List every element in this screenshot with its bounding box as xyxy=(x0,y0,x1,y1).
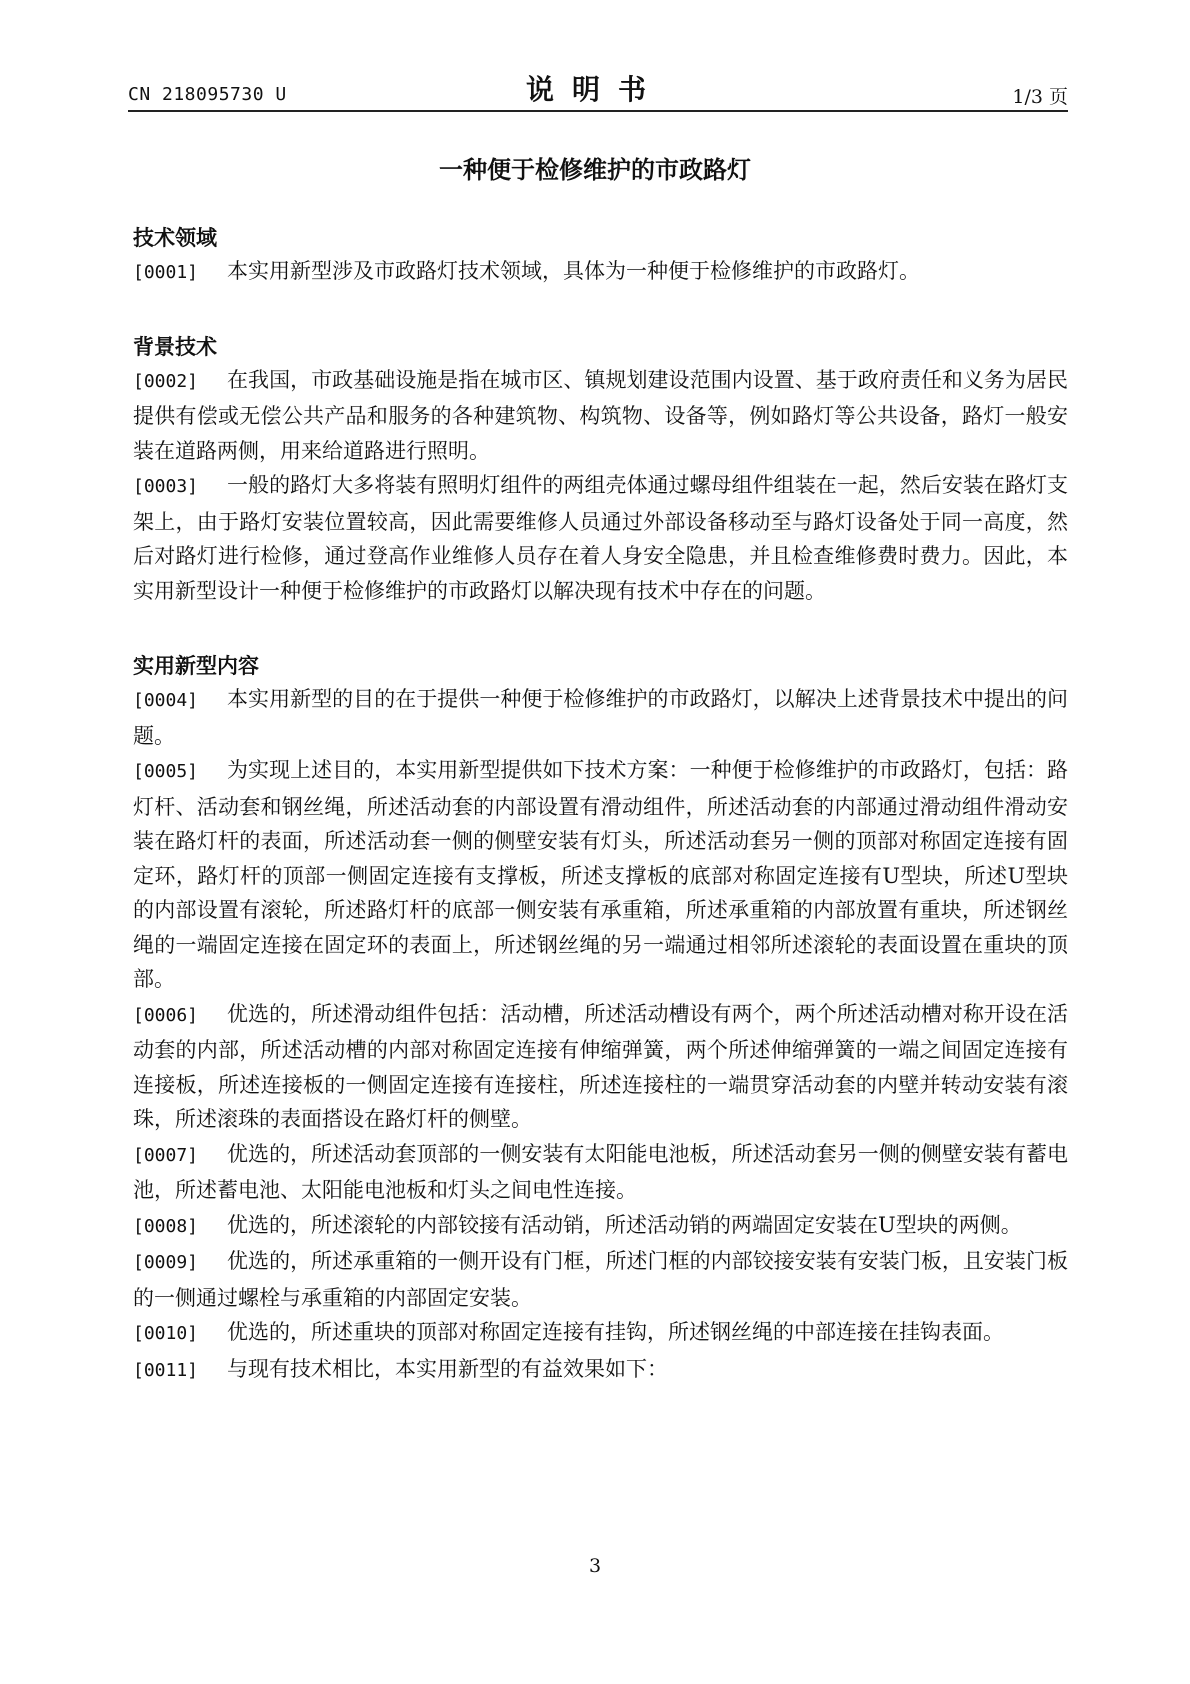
paragraph-text: 为实现上述目的，本实用新型提供如下技术方案：一种便于检修维护的市政路灯，包括：路灯杆、活动套和钢丝绳，所述活动套的内部设置有滑动组件，所述活动套的内部通过滑动组件滑动安装在路灯杆的表面，所述活动套一侧的侧壁安装有灯头，所述活动套另一侧的顶部对称固定连接有固定环，路灯杆的顶部一侧固定连接有支撑板，所述支撑板的底部对称固定连接有U型块，所述U型块的内部设置有滚轮，所述路灯杆的底部一侧安装有承重箱，所述承重箱的内部放置有重块，所述钢丝绳的一端固定连接在固定环的表面上，所述钢丝绳的另一端通过相邻所述滚轮的表面设置在重块的顶部。 xyxy=(133,758,1068,991)
paragraph xyxy=(133,997,1068,1137)
paragraph-number: [0002] xyxy=(133,370,199,392)
paragraph xyxy=(133,1137,1068,1208)
paragraph-number: [0003] xyxy=(133,476,199,497)
page-indicator: 1/3 页 xyxy=(1012,86,1068,108)
paragraph-number: [0010] xyxy=(133,1323,199,1344)
paragraph-text: 优选的，所述滚轮的内部铰接有活动销，所述活动销的两端固定安装在U型块的两侧。 xyxy=(227,1212,1022,1237)
paragraph-number: [0007] xyxy=(133,1144,199,1166)
paragraph xyxy=(133,1315,1068,1352)
document-body xyxy=(133,222,1068,1388)
paragraph xyxy=(133,753,1068,997)
doc-type-heading: 说明书 xyxy=(525,73,664,106)
section-heading: 背景技术 xyxy=(133,334,217,359)
section-heading: 技术领域 xyxy=(133,226,217,250)
section-heading: 实用新型内容 xyxy=(133,654,259,678)
paragraph-text: 优选的，所述承重箱的一侧开设有门框，所述门框的内部铰接安装有安装门板，且安装门板的一侧通过螺栓与承重箱的内部固定安装。 xyxy=(133,1249,1068,1310)
paragraph xyxy=(133,682,1068,753)
paragraph-number: [0008] xyxy=(133,1215,199,1237)
header-divider xyxy=(128,110,1068,112)
paragraph-text: 在我国，市政基础设施是指在城市区、镇规划建设范围内设置、基于政府责任和义务为居民提供有偿或无偿公共产品和服务的各种建筑物、构筑物、设备等，例如路灯等公共设备，路灯一般安装在道路两侧，用来给道路进行照明。 xyxy=(133,367,1068,463)
page-number: 3 xyxy=(588,1555,602,1577)
paragraph xyxy=(133,468,1068,608)
paragraph xyxy=(133,1208,1068,1245)
paragraph-number: [0011] xyxy=(133,1359,199,1381)
paragraph-text: 优选的，所述活动套顶部的一侧安装有太阳能电池板，所述活动套另一侧的侧壁安装有蓄电池，所述蓄电池、太阳能电池板和灯头之间电性连接。 xyxy=(133,1141,1068,1202)
paragraph-text: 一般的路灯大多将装有照明灯组件的两组壳体通过螺母组件组装在一起，然后安装在路灯支架上，由于路灯安装位置较高，因此需要维修人员通过外部设备移动至与路灯设备处于同一高度，然后对路灯进行检修，通过登高作业维修人员存在着人身安全隐患，并且检查维修费时费力。因此，本实用新型设计一种便于检修维护的市政路灯以解决现有技术中存在的问题。 xyxy=(133,473,1068,603)
paragraph-number: [0009] xyxy=(133,1252,199,1273)
paragraph-number: [0004] xyxy=(133,690,199,711)
paragraph-number: [0005] xyxy=(133,761,199,782)
paragraph xyxy=(133,1352,1068,1389)
paragraph-number: [0001] xyxy=(133,262,199,283)
paragraph xyxy=(133,1244,1068,1315)
paragraph-text: 本实用新型的目的在于提供一种便于检修维护的市政路灯，以解决上述背景技术中提出的问题。 xyxy=(133,687,1068,748)
patent-number: CN 218095730 U xyxy=(128,84,287,105)
paragraph-text: 优选的，所述重块的顶部对称固定连接有挂钩，所述钢丝绳的中部连接在挂钩表面。 xyxy=(227,1320,1004,1344)
paragraph-number: [0006] xyxy=(133,1004,199,1026)
paragraph-text: 与现有技术相比，本实用新型的有益效果如下： xyxy=(227,1356,668,1381)
paragraph xyxy=(133,254,1068,291)
paragraph xyxy=(133,363,1068,469)
document-title: 一种便于检修维护的市政路灯 xyxy=(439,156,751,184)
paragraph-text: 优选的，所述滑动组件包括：活动槽，所述活动槽设有两个，两个所述活动槽对称开设在活动套的内部，所述活动槽的内部对称固定连接有伸缩弹簧，两个所述伸缩弹簧的一端之间固定连接有连接板，所述连接板的一侧固定连接有连接柱，所述连接柱的一端贯穿活动套的内壁并转动安装有滚珠，所述滚珠的表面搭设在路灯杆的侧壁。 xyxy=(133,1001,1068,1131)
paragraph-text: 本实用新型涉及市政路灯技术领域，具体为一种便于检修维护的市政路灯。 xyxy=(227,259,920,283)
